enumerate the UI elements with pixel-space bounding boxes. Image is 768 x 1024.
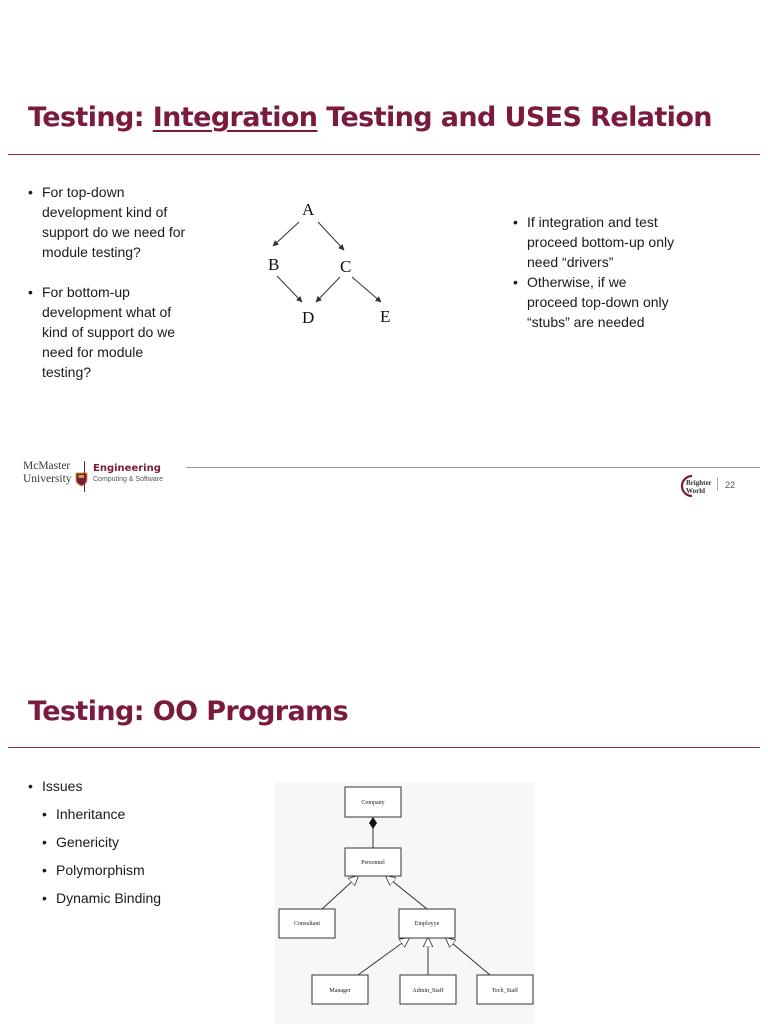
shield-crest-icon (75, 472, 88, 487)
slide-oo-programs (0, 512, 768, 1024)
right-bullet-list (513, 212, 743, 332)
slide-title: Testing: OO Programs (28, 696, 349, 727)
page-number-divider (717, 477, 718, 491)
svg-text:Company: Company (361, 800, 385, 806)
edge-manager-employee (358, 938, 409, 975)
edge-employee-personnel (386, 876, 427, 909)
footer-rule (186, 467, 760, 468)
edge-tech-employee (446, 938, 490, 975)
brand-line2: World (686, 487, 706, 495)
faculty-name: Engineering (93, 463, 161, 474)
edge-a-c (318, 222, 344, 250)
issue-item: • Polymorphism (42, 860, 248, 880)
faculty-block (93, 463, 163, 485)
mcmaster-logo (23, 461, 93, 487)
edge-b-d (277, 276, 302, 302)
edge-a-b (273, 222, 299, 246)
brighter-world-logo (680, 474, 720, 498)
bullet-drivers: • If integration and test proceed bottom-up only need “drivers” (513, 212, 743, 272)
university-name-line1: McMaster (23, 460, 71, 472)
bullet-top-down: • For top-down development kind of support do we need for module testing? (28, 182, 218, 262)
edge-c-e (352, 277, 381, 302)
composition-diamond-icon (369, 817, 377, 829)
svg-text:Admin_Staff: Admin_Staff (412, 988, 444, 994)
node-c: C (340, 257, 352, 276)
svg-text:Manager: Manager (329, 988, 351, 994)
title-suffix: Testing and USES Relation (317, 102, 712, 133)
edge-consultant-personnel (322, 876, 358, 909)
svg-text:Employye: Employye (414, 921, 440, 927)
bullet-bottom-up: • For bottom-up development what of kind of support do we need for module testing? (28, 282, 218, 382)
svg-text:Personnel: Personnel (361, 860, 385, 866)
svg-text:Tech_Staff: Tech_Staff (491, 988, 519, 994)
title-underlined-word: Integration (152, 102, 318, 133)
node-a: A (302, 200, 315, 219)
bullet-issues: • Issues • Inheritance • Genericity • Polymorphism • Dynamic Binding (28, 776, 248, 908)
edge-c-d (316, 277, 340, 302)
page-number: 22 (725, 480, 736, 490)
university-name-line2: University (23, 473, 72, 485)
bullet-stubs: • Otherwise, if we proceed top-down only “stubs” are needed (513, 272, 743, 332)
title-prefix: Testing: (28, 102, 153, 133)
svg-text:Consultant: Consultant (293, 921, 321, 927)
footer-divider (84, 461, 85, 492)
department-name: Computing & Software (93, 476, 164, 483)
issue-item: • Inheritance (42, 804, 248, 824)
brand-line1: Brighter (686, 479, 712, 487)
node-e: E (380, 307, 391, 326)
node-b: B (268, 255, 280, 274)
issue-item: • Genericity (42, 832, 248, 852)
issue-item: • Dynamic Binding (42, 888, 248, 908)
uml-class-diagram (0, 512, 768, 1024)
node-d: D (302, 308, 315, 327)
